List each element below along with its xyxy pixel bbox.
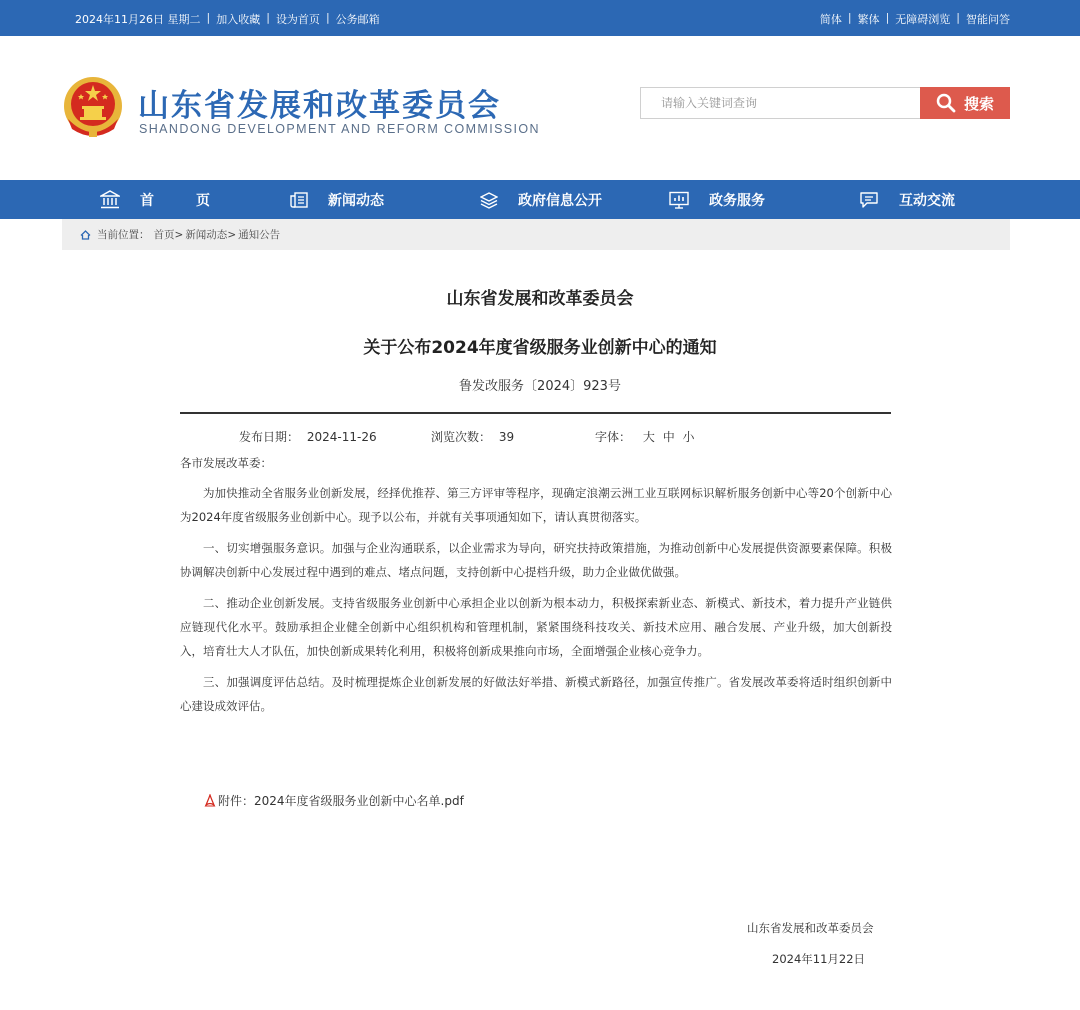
chat-icon <box>859 191 879 209</box>
paragraph-intro: 为加快推动全省服务业创新发展，经择优推荐、第三方评审等程序，现确定浪潮云洲工业互联网标识解析服务创新中心等20个创新中心为2024年度省级服务业创新中心。现予以公布，并就有关事项通知如下，请认真贯彻落实。 <box>180 486 892 524</box>
paragraph-two: 二、推动企业创新发展。支持省级服务业创新中心承担企业以创新为根本动力，积极探索新业态、新模式、新技术，着力提升产业链供应链现代化水平。鼓励承担企业健全创新中心组织机构和管理机制，紧紧围绕科技攻关、新技术应用、融合发展、产业升级，加大创新投入，培育壮大人才队伍，加快创新成果转化利用，积极将创新成果推向市场，全面增强企业核心竞争力。 <box>180 596 892 658</box>
nav-services-label: 政务服务 <box>709 192 765 209</box>
monitor-icon <box>669 191 689 209</box>
breadcrumb-prefix: 当前位置： <box>97 229 150 241</box>
search-button-label: 搜索 <box>963 94 994 113</box>
article-org: 山东省发展和改革委员会 <box>446 289 634 309</box>
nav-home[interactable] <box>100 180 224 219</box>
salutation: 各市发展改革委： <box>180 456 272 470</box>
nav-interaction-label: 互动交流 <box>899 192 955 209</box>
attachment-label: 附件：2024年度省级服务业创新中心名单.pdf <box>218 794 464 808</box>
paragraph-three: 三、加强调度评估总结。及时梳理提炼企业创新发展的好做法好举措、新模式新路径，加强宣传推广。省发展改革委将适时组织创新中心建设成效评估。 <box>180 675 892 713</box>
view-count-meta <box>431 428 514 445</box>
signature-org: 山东省发展和改革委员会 <box>747 921 874 935</box>
signature-date: 2024年11月22日 <box>772 952 866 966</box>
publish-date-value: 2024-11-26 <box>306 430 377 444</box>
site-header <box>0 36 1080 180</box>
add-favorite-link[interactable]: 加入收藏 <box>216 13 261 26</box>
article-doc-number: 鲁发改服务〔2024〕923号 <box>459 379 621 394</box>
breadcrumb-arrow: > <box>227 228 237 241</box>
divider: | <box>847 11 852 24</box>
search-input[interactable] <box>640 87 920 119</box>
font-medium-button[interactable]: 中 <box>662 430 675 444</box>
font-size-meta <box>595 428 695 445</box>
breadcrumb-news-link[interactable]: 新闻动态 <box>185 229 228 241</box>
paragraph-one: 一、切实增强服务意识。加强与企业沟通联系，以企业需求为导向，研究扶持政策措施，为推动创新中心发展提供资源要素保障。积极协调解决创新中心发展过程中遇到的难点、堵点问题，支持创新中心提档升级，助力企业做优做强。 <box>180 541 892 579</box>
main-nav <box>0 180 1080 219</box>
divider: | <box>266 11 270 24</box>
home-icon <box>100 190 120 209</box>
site-title[interactable]: 山东省发展和改革委员会 <box>138 88 501 124</box>
nav-news[interactable] <box>290 180 384 219</box>
article-paragraph <box>180 536 892 584</box>
search-icon <box>936 93 956 113</box>
smart-qa-link[interactable]: 智能问答 <box>966 13 1010 26</box>
attachment-link[interactable] <box>204 792 464 809</box>
topbar-right <box>820 11 1010 27</box>
simplified-chinese-link[interactable]: 简体 <box>819 13 842 26</box>
traditional-chinese-link[interactable]: 繁体 <box>857 13 880 26</box>
layers-icon <box>480 191 498 209</box>
pdf-icon <box>204 794 216 807</box>
publish-date-meta <box>239 428 377 445</box>
divider: | <box>956 11 960 24</box>
font-large-button[interactable]: 大 <box>642 430 655 444</box>
view-count-value: 39 <box>498 430 515 444</box>
nav-gov-info[interactable] <box>480 180 602 219</box>
font-small-button[interactable]: 小 <box>682 430 695 444</box>
nav-interaction[interactable] <box>859 180 955 219</box>
nav-news-label: 新闻动态 <box>328 192 384 209</box>
breadcrumb-home-link[interactable]: 首页 <box>153 229 175 241</box>
title-divider <box>180 412 891 414</box>
site-subtitle: SHANDONG DEVELOPMENT AND REFORM COMMISSION <box>139 122 540 136</box>
current-date: 2024年11月26日 星期二 <box>75 13 201 26</box>
search-button[interactable] <box>920 87 1010 119</box>
public-mail-link[interactable]: 公务邮箱 <box>335 13 380 26</box>
article-title: 关于公布2024年度省级服务业创新中心的通知 <box>363 338 717 358</box>
font-size-label: 字体： <box>595 430 632 444</box>
article-paragraph <box>180 591 892 663</box>
view-count-label: 浏览次数： <box>431 430 492 444</box>
article-paragraph <box>180 481 892 529</box>
accessible-browse-link[interactable]: 无障碍浏览 <box>895 13 951 26</box>
top-utility-bar <box>0 0 1080 36</box>
breadcrumb-arrow: > <box>174 228 184 241</box>
national-emblem-icon[interactable] <box>62 75 124 141</box>
home-location-icon <box>80 230 91 240</box>
divider: | <box>325 11 330 24</box>
divider: | <box>206 11 211 24</box>
nav-services[interactable] <box>669 180 765 219</box>
nav-gov-info-label: 政府信息公开 <box>518 192 602 209</box>
breadcrumb-notice-link[interactable]: 通知公告 <box>238 229 281 241</box>
publish-date-label: 发布日期： <box>239 430 300 444</box>
set-homepage-link[interactable]: 设为首页 <box>275 13 320 26</box>
divider: | <box>885 11 890 24</box>
news-icon <box>290 191 308 209</box>
topbar-left <box>75 11 380 27</box>
breadcrumb <box>62 219 1010 250</box>
article-paragraph <box>180 670 892 718</box>
nav-home-label: 首 页 <box>140 192 224 209</box>
